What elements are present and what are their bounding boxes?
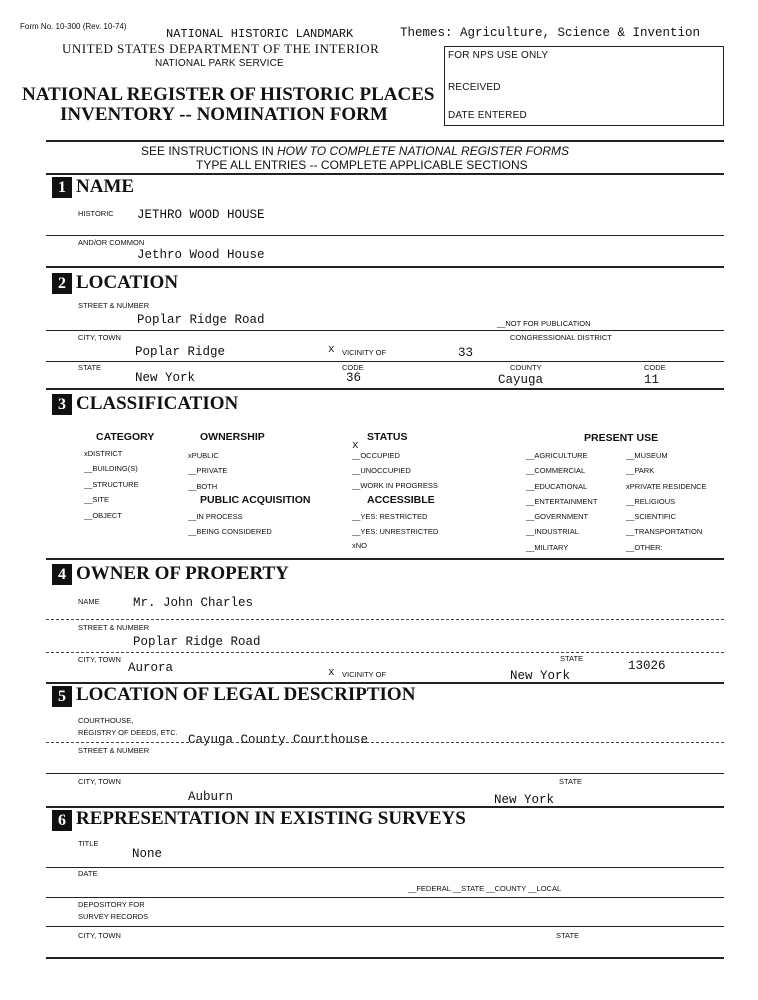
park-service: NATIONAL PARK SERVICE [155, 58, 284, 69]
accessible-unrestricted: __YES: UNRESTRICTED [352, 527, 439, 536]
code-value: 36 [346, 371, 362, 385]
congressional-label: CONGRESSIONAL DISTRICT [510, 333, 612, 342]
rule [46, 773, 724, 774]
use-scientific-label: SCIENTIFIC [634, 512, 677, 521]
use-commercial: __COMMERCIAL [526, 466, 586, 475]
state-label: STATE [78, 363, 102, 372]
rule [46, 330, 724, 331]
department: UNITED STATES DEPARTMENT OF THE INTERIOR [62, 41, 380, 56]
use-park-label: PARK [634, 466, 655, 475]
nps-use-label: FOR NPS USE ONLY [448, 50, 549, 61]
accessible-heading: ACCESSIBLE [367, 494, 435, 506]
category-building-label: BUILDING(S) [92, 464, 138, 473]
instructions-1b: HOW TO COMPLETE NATIONAL REGISTER FORMS [277, 144, 570, 158]
courthouse-label-2: REGISTRY OF DEEDS, ETC. [78, 728, 178, 737]
code-label: CODE [342, 363, 364, 372]
present-use-heading: PRESENT USE [584, 432, 659, 444]
street-label: STREET & NUMBER [78, 301, 150, 310]
legal-state-label: STATE [559, 777, 583, 786]
code2-value: 11 [644, 373, 660, 387]
use-private-residence-label: PRIVATE RESIDENCE [629, 482, 707, 491]
status-work-in-progress: __WORK IN PROGRESS [352, 481, 438, 490]
owner-zip-value: 13026 [628, 659, 666, 673]
accessible-restricted: __YES: RESTRICTED [352, 512, 428, 521]
section-1-title: NAME [76, 176, 135, 197]
category-heading: CATEGORY [96, 431, 155, 443]
use-religious-label: RELIGIOUS [634, 497, 676, 506]
ownership-private: __PRIVATE [188, 466, 228, 475]
section-5-title: LOCATION OF LEGAL DESCRIPTION [76, 684, 416, 705]
use-transportation: __TRANSPORTATION [626, 527, 703, 536]
category-structure: __STRUCTURE [84, 480, 139, 489]
vicinity-label: VICINITY OF [342, 348, 387, 357]
section-3-number: 3 [52, 394, 72, 415]
form-title-1: NATIONAL REGISTER OF HISTORIC PLACES [22, 84, 435, 105]
category-object-label: OBJECT [92, 511, 122, 520]
use-museum-label: MUSEUM [634, 451, 668, 460]
city-label: CITY, TOWN [78, 333, 121, 342]
owner-name-value: Mr. John Charles [133, 596, 254, 610]
courthouse-value: Cayuga County Courthouse [188, 733, 369, 747]
owner-city-label: CITY, TOWN [78, 655, 121, 664]
use-government-label: GOVERNMENT [534, 512, 589, 521]
survey-city-label: CITY, TOWN [78, 931, 121, 940]
acquisition-in-process: __IN PROCESS [188, 512, 243, 521]
use-industrial-label: INDUSTRIAL [534, 527, 579, 536]
header-rule [46, 140, 724, 142]
state-value: New York [135, 371, 196, 385]
status-mark: x [352, 440, 359, 452]
category-district-label: DISTRICT [87, 449, 123, 458]
survey-state-label: STATE [556, 931, 580, 940]
common-label: AND/OR COMMON [78, 238, 145, 247]
survey-title-value: None [132, 847, 163, 861]
category-object: __OBJECT [84, 511, 122, 520]
accessible-no: xNO [352, 541, 367, 550]
legal-city-value: Auburn [188, 790, 234, 804]
ownership-both-label: BOTH [196, 482, 218, 491]
use-agriculture: __AGRICULTURE [526, 451, 588, 460]
category-district: xDISTRICT [84, 449, 123, 458]
use-entertainment-label: ENTERTAINMENT [534, 497, 598, 506]
section-rule [46, 558, 724, 560]
category-structure-label: STRUCTURE [92, 480, 139, 489]
section-6-title: REPRESENTATION IN EXISTING SURVEYS [76, 808, 466, 829]
legal-state-value: New York [494, 793, 555, 807]
ownership-heading: OWNERSHIP [200, 431, 265, 443]
rule [46, 619, 724, 620]
use-religious: __RELIGIOUS [626, 497, 676, 506]
status-heading: STATUS [367, 431, 408, 443]
landmark-label: NATIONAL HISTORIC LANDMARK [166, 27, 354, 41]
status-occupied: __OCCUPIED [352, 451, 400, 460]
category-building: __BUILDING(S) [84, 464, 138, 473]
section-2-title: LOCATION [76, 272, 179, 293]
owner-street-label: STREET & NUMBER [78, 623, 150, 632]
form-number: Form No. 10-300 (Rev. 10-74) [20, 22, 127, 31]
depository-label-2: SURVEY RECORDS [78, 912, 149, 921]
instructions-rule [46, 173, 724, 175]
legal-city-label: CITY, TOWN [78, 777, 121, 786]
use-agriculture-label: AGRICULTURE [534, 451, 588, 460]
section-1-number: 1 [52, 177, 72, 198]
status-work-label: WORK IN PROGRESS [360, 481, 438, 490]
acquisition-heading: PUBLIC ACQUISITION [200, 494, 311, 506]
section-3-title: CLASSIFICATION [76, 393, 239, 414]
instructions-1a: SEE INSTRUCTIONS IN [141, 144, 278, 158]
historic-value: JETHRO WOOD HOUSE [137, 208, 265, 222]
county-value: Cayuga [498, 373, 544, 387]
owner-state-value: New York [510, 669, 571, 683]
common-value: Jethro Wood House [137, 248, 265, 262]
street-value: Poplar Ridge Road [137, 313, 265, 327]
section-5-number: 5 [52, 686, 72, 707]
section-rule [46, 388, 724, 390]
accessible-restricted-label: YES: RESTRICTED [360, 512, 428, 521]
owner-street-value: Poplar Ridge Road [133, 635, 261, 649]
rule [46, 742, 724, 743]
use-park: __PARK [626, 466, 655, 475]
use-other-label: OTHER: [634, 543, 663, 552]
code2-label: CODE [644, 363, 666, 372]
section-6-number: 6 [52, 810, 72, 831]
received-label: RECEIVED [448, 82, 501, 93]
county-label: COUNTY [510, 363, 542, 372]
use-private-residence: xPRIVATE RESIDENCE [626, 482, 707, 491]
use-transportation-label: TRANSPORTATION [634, 527, 703, 536]
survey-levels: __FEDERAL __STATE __COUNTY __LOCAL [408, 884, 562, 893]
accessible-no-label: NO [355, 541, 367, 550]
historic-label: HISTORIC [78, 209, 114, 218]
use-industrial: __INDUSTRIAL [526, 527, 579, 536]
use-commercial-label: COMMERCIAL [534, 466, 586, 475]
congressional-value: 33 [458, 346, 474, 360]
rule [46, 897, 724, 898]
depository-label-1: DEPOSITORY FOR [78, 900, 145, 909]
city-value: Poplar Ridge [135, 345, 226, 359]
use-scientific: __SCIENTIFIC [626, 512, 677, 521]
section-4-number: 4 [52, 564, 72, 585]
status-unoccupied-label: UNOCCUPIED [360, 466, 411, 475]
not-for-publication: __NOT FOR PUBLICATION [497, 319, 591, 328]
section-2-number: 2 [52, 273, 72, 294]
use-educational-label: EDUCATIONAL [534, 482, 588, 491]
courthouse-label-1: COURTHOUSE, [78, 716, 134, 725]
status-occupied-label: OCCUPIED [360, 451, 400, 460]
owner-vicinity-label: VICINITY OF [342, 670, 387, 679]
ownership-both: __BOTH [188, 482, 218, 491]
section-rule [46, 266, 724, 268]
use-government: __GOVERNMENT [526, 512, 589, 521]
rule [46, 652, 724, 653]
rule [46, 361, 724, 362]
acquisition-considered: __BEING CONSIDERED [188, 527, 272, 536]
ownership-public: xPUBLIC [188, 451, 219, 460]
form-title-2: INVENTORY -- NOMINATION FORM [60, 104, 388, 125]
survey-title-label: TITLE [78, 839, 99, 848]
use-military-label: MILITARY [534, 543, 569, 552]
rule [46, 235, 724, 236]
category-site-label: SITE [92, 495, 110, 504]
legal-street-label: STREET & NUMBER [78, 746, 150, 755]
use-other: __OTHER: [626, 543, 663, 552]
accessible-unrestricted-label: YES: UNRESTRICTED [360, 527, 439, 536]
owner-name-label: NAME [78, 597, 100, 606]
instructions-1 [141, 144, 569, 158]
owner-state-label: STATE [560, 654, 584, 663]
owner-vicinity-mark: x [328, 667, 335, 679]
date-entered-label: DATE ENTERED [448, 110, 527, 121]
rule [46, 867, 724, 868]
use-educational: __EDUCATIONAL [526, 482, 588, 491]
acquisition-in-process-label: IN PROCESS [196, 512, 243, 521]
ownership-public-label: PUBLIC [191, 451, 219, 460]
vicinity-mark: x [328, 344, 335, 356]
ownership-private-label: PRIVATE [196, 466, 228, 475]
section-4-title: OWNER OF PROPERTY [76, 563, 289, 584]
bottom-rule [46, 957, 724, 959]
use-museum: __MUSEUM [626, 451, 668, 460]
use-entertainment: __ENTERTAINMENT [526, 497, 598, 506]
acquisition-considered-label: BEING CONSIDERED [196, 527, 272, 536]
instructions-2: TYPE ALL ENTRIES -- COMPLETE APPLICABLE SECTIONS [196, 158, 528, 172]
survey-date-label: DATE [78, 869, 98, 878]
rule [46, 926, 724, 927]
status-unoccupied: __UNOCCUPIED [352, 466, 411, 475]
category-site: __SITE [84, 495, 110, 504]
themes-label: Themes: Agriculture, Science & Invention [400, 26, 701, 40]
use-military: __MILITARY [526, 543, 569, 552]
owner-city-value: Aurora [128, 661, 174, 675]
